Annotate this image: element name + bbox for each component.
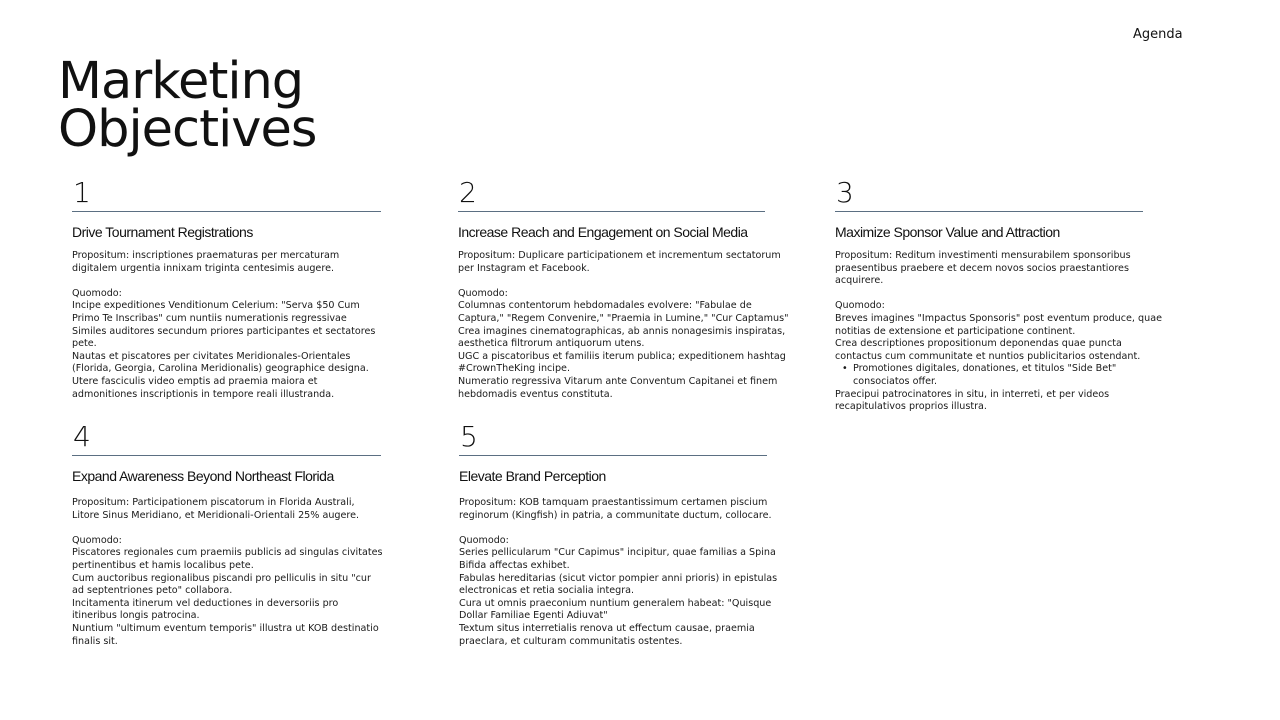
objective-heading: Maximize Sponsor Value and Attraction: [835, 224, 1060, 240]
objective-heading: Elevate Brand Perception: [459, 468, 606, 484]
objective-card-2: [458, 178, 792, 401]
method-line: Cum auctoribus regionalibus piscandi pro pelliculis in situ "cur ad septentriones peto" collabora.: [72, 572, 371, 597]
method-line: Utere fasciculis video emptis ad praemia maiora et admonitiones inscriptionis in tempore reali illustranda.: [72, 375, 335, 400]
method-line: Piscatores regionales cum praemiis publicis ad singulas civitates pertinentibus et hamis localibus pete.: [72, 547, 383, 571]
objective-heading: Increase Reach and Engagement on Social Media: [458, 224, 748, 240]
method-line: Crea descriptiones propositionum deponendas quae puncta contactus cum communitate et nuntios publicitarios ostendant.: [835, 338, 1141, 362]
objective-heading: Drive Tournament Registrations: [72, 224, 253, 240]
method-label: Quomodo:: [835, 300, 885, 312]
method-lines: [835, 313, 1171, 414]
objective-number: 4: [73, 420, 91, 453]
method-lines: [72, 547, 384, 648]
divider-line: [72, 211, 381, 212]
method-label: Quomodo:: [459, 534, 509, 546]
objective-number: 3: [836, 176, 854, 209]
method-line: UGC a piscatoribus et familiis iterum publica; expeditionem hashtag #CrownTheKing incipe.: [458, 350, 786, 375]
agenda-link[interactable]: Agenda: [1133, 27, 1183, 42]
bullet-item: • Promotiones digitales, donationes, et titulos "Side Bet" consociatos offer.: [835, 363, 1171, 388]
method-label: Quomodo:: [458, 287, 508, 299]
method-line: Textum situs interretialis renova ut effectum causae, praemia praeclara, et culturam communitatis ostentes.: [459, 622, 755, 647]
objective-goal: Propositum: Reditum investimenti mensurabilem sponsoribus praesentibus praebere et decem novos socios praestantiores acquirere.: [835, 250, 1131, 287]
method-line: Incipe expeditiones Venditionum Celerium: "Serva $50 Cum Primo Te Inscribas" cum nuntiis numerationis regressivae: [72, 300, 360, 324]
method-line: Cura ut omnis praeconium nuntium generalem habeat: "Quisque Dollar Familiae Egenti Adiuvat": [459, 597, 772, 622]
method-lines: [72, 300, 381, 401]
objective-number: 5: [460, 420, 478, 453]
objective-card-3: [835, 178, 1171, 414]
method-line: Incitamenta itinerum vel deductiones in deversoriis pro itineribus longis patrocina.: [72, 597, 339, 622]
method-line: Columnas contentorum hebdomadales evolvere: "Fabulae de Captura," "Regem Convenire," "Praemia in Lumine," "Cur Captamus": [458, 300, 789, 324]
objective-goal: Propositum: KOB tamquam praestantissimum certamen piscium reginorum (Kingfish) in patria, a communitate ductum, collocare.: [459, 497, 772, 521]
method-label: Quomodo:: [72, 287, 122, 299]
objective-goal: Propositum: inscriptiones praematuras per mercaturam digitalem urgentia innixam triginta centesimis augere.: [72, 250, 340, 274]
method-line: Similes auditores secundum priores participantes et sectatores pete.: [72, 325, 376, 350]
divider-line: [458, 211, 765, 212]
method-lines: [458, 300, 792, 401]
method-label: Quomodo:: [72, 534, 122, 546]
method-line: Praecipui patrocinatores in situ, in interreti, et per videos recapitulativos proprios illustra.: [835, 388, 1110, 413]
method-lines: [459, 547, 797, 648]
method-line: Series pellicularum "Cur Capimus" incipitur, quae familias a Spina Bifida affectas exhibet.: [459, 547, 776, 571]
objective-goal: Propositum: Participationem piscatorum in Florida Australi, Litore Sinus Meridiano, et Meridionali-Orientali 25% augere.: [72, 497, 360, 521]
divider-line: [72, 455, 381, 456]
method-line: Fabulas hereditarias (sicut victor pompier anni prioris) in epistulas electronicas et retia socialia integra.: [459, 572, 778, 597]
method-line: Numeratio regressiva Vitarum ante Conventum Capitanei et finem hebdomadis eventus constituta.: [458, 375, 778, 400]
objective-card-5: [459, 422, 797, 648]
objective-number: 1: [73, 176, 91, 209]
method-line: Nautas et piscatores per civitates Meridionales-Orientales (Florida, Georgia, Carolina Meridionalis) geographice designa.: [72, 350, 369, 375]
objective-card-1: [72, 178, 381, 401]
divider-line: [459, 455, 767, 456]
method-line: Crea imagines cinematographicas, ab annis nonagesimis inspiratas, aesthetica filtrorum antiquorum utens.: [458, 325, 786, 350]
method-line: Breves imagines "Impactus Sponsoris" post eventum produce, quae notitias de extensione et participatione continent.: [835, 312, 1162, 337]
divider-line: [835, 211, 1143, 212]
objective-heading: Expand Awareness Beyond Northeast Florida: [72, 468, 334, 484]
method-line: Nuntium "ultimum eventum temporis" illustra ut KOB destinatio finalis sit.: [72, 622, 379, 647]
page-title: Marketing Objectives: [58, 52, 317, 159]
objective-card-4: [72, 422, 384, 648]
objective-number: 2: [459, 176, 477, 209]
objective-goal: Propositum: Duplicare participationem et incrementum sectatorum per Instagram et Facebook.: [458, 250, 781, 274]
